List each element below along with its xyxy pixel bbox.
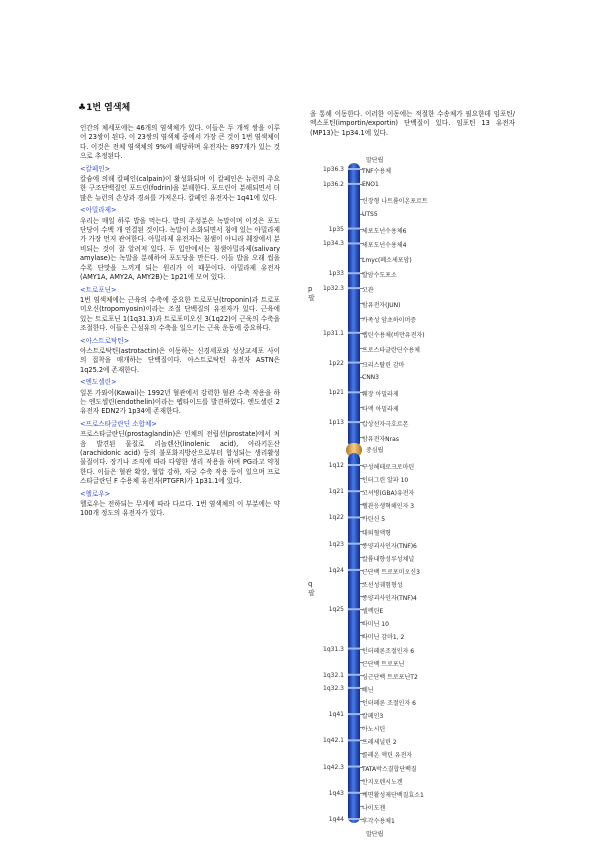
gene-label: 세포도넌수용체6 [362,227,407,235]
band-label: 1p34.3 [323,240,344,248]
leader-tick [360,583,364,584]
left-column [80,124,280,521]
leader-tick [360,596,364,597]
leader-tick [360,199,364,200]
gene-label: 고관 [362,287,374,295]
gene-label: 인터페론 조절인자 6 [362,700,417,707]
band-label: 1p31.1 [323,329,344,337]
band-label: 1q21 [328,488,344,496]
leader-tick [360,675,364,676]
leader-tick [360,688,364,689]
gene-label: 신장형 나트륨이온포르트 [362,197,428,205]
gene-label: 계면활성제단백질효소1 [362,791,424,799]
band-stripe [348,739,360,741]
gene-label: 크리스탈린 감마 [362,361,405,369]
band-stripe [348,242,360,244]
gene-label: 종양괴사인자(TNF)4 [362,595,417,603]
leader-tick [360,392,364,393]
band-label: 1q44 [328,816,344,823]
gene-label: TNF수용체 [362,168,391,175]
leader-tick [360,437,364,438]
band-stripe [348,421,360,423]
band-label: 1q32.3 [323,684,344,692]
band-label: 1q12 [328,462,344,469]
gene-label: 세포도넌수용체4 [362,242,407,250]
leader-tick [360,806,364,807]
gene-label: 라미닌 감마1, 2 [362,634,405,642]
gene-label: UTS5 [362,210,378,218]
leader-tick [360,504,364,505]
gene-label: 라미닌 10 [362,621,389,629]
chromosome-p-arm [348,163,360,448]
band-stripe [348,713,360,715]
gene-label: 심근단백 트로포닌T2 [362,673,418,681]
band-stripe [348,391,360,393]
section-heading: <프로스타글란딘 소합체> [80,419,157,428]
band-stripe [348,766,360,768]
telomere-bottom-label: 말단립 [366,831,384,838]
leader-tick [360,609,364,610]
gene-label: 가족성 암초하이머증 [362,316,417,324]
leader-tick [360,422,364,423]
gene-label: TATA박스결합단백질 [362,765,417,773]
section-body: 일본 가와이(Kawai)는 1992년 혈관에서 강력한 혈관 수축 작용을 하는 엔도셀린(endothelin)이라는 펩타이드를 발견하였다. 엔도셀린 2 유전자 EDN2가 1p34에 존재한다. [80,388,280,416]
q-arm-label: q 팔 [308,580,315,597]
gene-label: 암유전자(JUN) [362,302,401,309]
leader-tick [360,288,364,289]
leader-tick [360,184,364,185]
band-stripe [348,168,360,170]
gene-label: 카틴신 5 [362,516,386,524]
leader-tick [360,531,364,532]
band-label: 1p33 [328,270,344,278]
band-label: 1q24 [328,566,344,574]
centromere-label: 중심립 [366,447,384,454]
leader-tick [360,333,364,334]
gene-label: 렙틴수용체(비만유전자) [362,331,425,339]
section-body: 우리는 매일 하루 밥을 먹는다. 밥의 주성분은 녹말이며 이것은 포도 단당이 수백 개 연결된 것이다. 녹말이 소화되면서 침에 있는 아밀라제가 가장 먼저 관여한다. 아밀라제 유전자는 침샘이 아니라 췌장에서 분비되는 것이 잘 알려져 있다. 두 입안에서는 침샘아밀라제(salivary amylase)는 녹말을 분해하여 포도당을 만든다. 이들 밥을 오래 씹을수록 단맛을 느끼게 되는 원리가 이 때문이다. 아밀라제 유전자 (AMY1A, AMY2A, AMY2B)는 1p21에 모여 있다. [80,216,280,282]
band-label: 1p36.2 [323,180,344,188]
leader-tick [360,649,364,650]
leader-tick [360,544,364,545]
gene-label: 칼륨내향성루성채널 [362,555,415,563]
band-label: 1q41 [328,711,344,719]
gene-label: 인터페론조절인자 6 [362,647,415,655]
leader-tick [360,780,364,781]
band-label: 1p21 [328,389,344,397]
band-label: 1p32.3 [323,285,344,293]
leader-tick [360,348,364,349]
leader-tick [360,169,364,170]
gene-label: 콜레온 액틴 유전자 [362,752,413,760]
gene-label: 대퇴혈액형 [362,529,391,537]
gene-label: 헬관응생혁해인자 3 [362,503,415,511]
leader-tick [360,570,364,571]
leader-tick [360,243,364,244]
band-label: 1q31.3 [323,645,344,653]
band-stripe [348,183,360,185]
gene-label: 타액 아밀라제 [362,406,399,414]
band-stripe [348,818,360,820]
gene-label: 나이도젠 [362,804,386,812]
leader-tick [360,662,364,663]
sections [80,165,280,519]
gene-label: CNN3 [362,374,379,382]
leader-tick [360,557,364,558]
band-stripe [348,287,360,289]
section-body: 프로스타글란딘(prostaglandin)은 인체의 전립선(prostate)에서 처음 발견된 물질로 리놀렌산(linolenic acid), 아라키돈산(arachidonic acid) 등의 불포화지방산으로부터 합성되는 생리활성물질이다. 장기나 조직에 따라 다양한 생리 작용을 하며 PG라고 약칭한다. 이들은 혈관 확장, 혈압 강하, 자궁 수축 작용 등이 있으며 프로스타글란딘 F 수용체 유전자(PTGFR)가 1p31.1에 있다. [80,430,280,486]
gene-label: 칼페인3 [362,713,384,721]
section-heading: <트로포닌> [80,285,117,294]
gene-label: 레닌 [362,686,374,694]
gene-label: 조선성궤험형성 [362,582,403,589]
band-stripe [348,516,360,518]
band-label: 1q32.1 [323,671,344,679]
band-stripe [348,490,360,492]
band-label: 1q25 [328,606,344,614]
band-stripe [348,543,360,545]
band-stripe [348,362,360,364]
band-label: 1p35 [328,225,344,233]
leader-tick [360,635,364,636]
leader-tick [360,701,364,702]
leader-tick [360,727,364,728]
gene-label: 프레세닐린 2 [362,739,397,747]
gene-label: 후각수용체1 [362,818,395,825]
gene-label: 고셔병(GBA)유전자 [362,490,415,498]
leader-tick [360,465,364,466]
section-body: 아스트로탁틴(astrotactin)은 이동하는 신경세포와 성상교세포 사이의 접착을 매개하는 단백질이다. 아스트로탁틴 유전자 ASTN은 1q25.2에 존재한다. [80,346,280,374]
band-label: 1q42.1 [323,737,344,745]
gene-label: 갑상선자극호르몬 [362,421,409,429]
band-stripe [348,608,360,610]
leader-tick [360,767,364,768]
leader-tick [360,318,364,319]
leader-tick [360,377,364,378]
leader-tick [360,793,364,794]
leader-tick [360,363,364,364]
gene-label: 근단백 트로포닌 [362,660,405,668]
chromosome-map [306,155,516,840]
leader-tick [360,753,364,754]
band-label: 1q42.3 [323,763,344,771]
leader-tick [360,491,364,492]
leader-tick [360,303,364,304]
gene-label: 아노시틴 [362,726,386,734]
section-heading: <엔도셀린> [80,378,117,387]
leader-tick [360,407,364,408]
band-stripe [348,272,360,274]
intro-paragraph: 인간의 체세포에는 46개의 염색체가 있다. 이들은 두 개씩 쌍을 이루어 23쌍이 된다. 이 23쌍의 염색체 중에서 가장 큰 것이 1번 염색체이다. 이것은 전체 염색체의 9%에 해당하며 유전자는 897개가 있는 것으로 추정된다. [80,124,280,161]
section-body: 칼슘에 의해 칼페인(calpain)이 활성화되며 이 칼페인은 뉴런의 주요한 구조단백질인 포드린(fodrin)을 분해한다. 포드린이 분해되면서 더 많은 뉴런의 손상과 경쇠를 가져온다. 칼페인 유전자는 1q41에 있다. [80,175,280,202]
gene-label: 발암수도포소 [362,272,397,280]
gene-label: 구성헤테로크로마틴 [362,464,415,471]
leader-tick [360,517,364,518]
leader-tick [360,229,364,230]
band-stripe [348,792,360,794]
right-column-text: 을 통해 이동한다. 이러한 이동에는 적절한 수송체가 필요한데 임포틴/엑스포틴(importin/exportin) 단백질이 있다. 임포틴 13 유전자(MP13)는 1p34.1에 있다. [310,110,515,137]
gene-label: 췌장 아밀라제 [362,391,399,399]
gene-label: 안지오텐시노겐 [362,778,403,786]
band-stripe [348,569,360,571]
p-arm-label: p 팔 [308,285,315,302]
band-stripe [348,332,360,334]
section-body: 1번 염색체에는 근육의 수축에 중요한 트로포닌(troponin)과 트로포미오신(tropomyosin)이라는 조절 단백질의 유전자가 있다. 근육에 있는 트로포닌 1(1q31.3)과 트로포미오신 3(1q22)이 근육의 수축을 조절한다. 이들은 근섬유의 수축을 일으키는 근육 운동에 중요하다. [80,295,280,333]
section-heading: <헬로우> [80,489,111,498]
band-label: 1p22 [328,359,344,367]
leader-tick [360,740,364,741]
band-stripe [348,228,360,230]
gene-label: Lmyc(폐소세포암) [362,257,412,265]
band-stripe [348,674,360,676]
gene-label: 암유전자Nras [362,436,399,443]
gene-label: 종양괴사인자(TNF)6 [362,542,417,550]
band-label: 1q43 [328,789,344,797]
section-heading: <칼페인> [80,164,111,173]
leader-tick [360,214,364,215]
section-heading: <아밀라제> [80,206,117,215]
band-stripe [348,687,360,689]
band-label: 1p13 [328,419,344,427]
leader-tick [360,273,364,274]
gene-label: 프로스타글란딘수용체 [362,346,420,354]
page-title: ♣1번 염색체 [78,103,131,113]
gene-label: 셀렉틴E [362,608,384,616]
band-label: 1p36.3 [323,166,344,173]
band-stripe [348,464,360,466]
leader-tick [360,478,364,479]
leader-tick [360,258,364,259]
band-stripe [348,648,360,650]
gene-label: 인터그린 알파 10 [362,477,409,485]
band-label: 1q22 [328,514,344,522]
section-body: 헬로우는 전하되는 무게에 따라 다르다. 1번 염색체의 이 부분에는 약 100개 정도의 유전자가 있다. [80,500,280,518]
leader-tick [360,622,364,623]
leader-tick [360,819,364,820]
leader-tick [360,714,364,715]
telomere-top-label: 말단립 [366,157,384,164]
band-label: 1q23 [328,540,344,548]
gene-label: 근단백 트로포미오신3 [362,568,420,576]
gene-label: ENO1 [362,180,379,188]
section-heading: <아스트로탁틴> [80,336,130,345]
